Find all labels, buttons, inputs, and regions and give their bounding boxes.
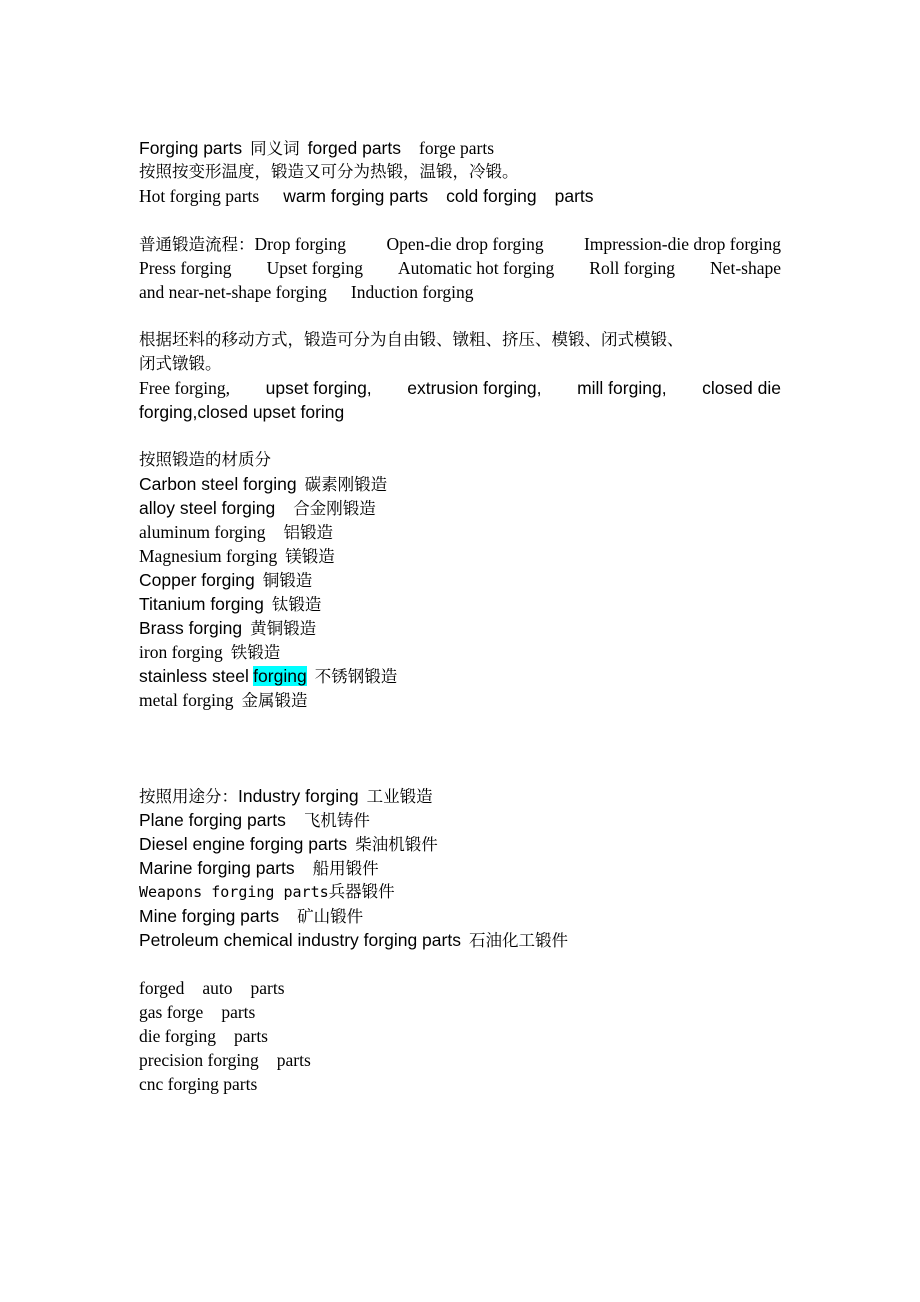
process-item: Upset forging [266,258,363,278]
temperature-terms-line [139,184,781,208]
usage-item: Mine forging parts 矿山锻件 [139,906,364,926]
process-label: 普通锻造流程： [139,235,255,254]
temperature-intro: 按照按变形温度，锻造又可分为热锻，温锻，冷锻。 [139,162,519,181]
term-warm-forging: warm forging parts [283,186,429,206]
material-item: Magnesium forging 镁锻造 [139,546,335,566]
blank-line [139,424,781,448]
movement-terms-line [139,376,781,400]
process-line-3 [139,280,781,304]
usage-item: Petroleum chemical industry forging parts 石油化工锻件 [139,930,568,950]
term-extrusion-forging: extrusion forging, [407,378,542,398]
blank-line [139,208,781,232]
process-item: Drop forging [254,234,347,254]
misc-line: precision forging parts [139,1050,311,1070]
term-parts: parts [554,186,594,206]
misc-line: forged auto parts [139,978,285,998]
document-body [139,136,781,1096]
term-cold-forging: cold forging [446,186,537,206]
highlighted-word: forging [253,666,307,686]
material-item: aluminum forging 铝锻造 [139,522,334,542]
usage-item: Weapons forging parts兵器锻件 [139,882,395,901]
usage-item: Plane forging parts 飞机铸件 [139,810,370,830]
synonym-2: forge parts [419,138,494,158]
blank-lines [139,712,781,784]
term-closed-die: closed die [702,378,781,398]
process-item: Net-shape [710,258,781,278]
blank-line [139,952,781,976]
material-heading: 按照锻造的材质分 [139,450,271,469]
material-item: Titanium forging 钛锻造 [139,594,322,614]
usage-item: Marine forging parts 船用锻件 [139,858,379,878]
synonyms-line [139,136,781,160]
process-item: Open-die drop forging [386,234,544,254]
blank-line [139,304,781,328]
process-item: Induction forging [350,282,474,302]
usage-item: Diesel engine forging parts 柴油机锻件 [139,834,438,854]
movement-intro-1: 根据坯料的移动方式，锻造可分为自由锻、镦粗、挤压、模锻、闭式模锻、 [139,330,684,349]
material-item: Brass forging 黄铜锻造 [139,618,317,638]
usage-item: 按照用途分：Industry forging 工业锻造 [139,786,433,806]
misc-line: gas forge parts [139,1002,256,1022]
synonym-term: Forging parts [139,138,243,158]
material-item: metal forging 金属锻造 [139,690,308,710]
synonym-1: forged parts [307,138,401,158]
movement-intro-2: 闭式镦锻。 [139,354,222,373]
material-item: stainless steel forging 不锈钢锻造 [139,666,398,686]
process-item: and near-net-shape forging [139,282,327,302]
term-mill-forging: mill forging, [577,378,667,398]
synonym-label: 同义词 [250,139,300,158]
process-item: Press forging [139,258,232,278]
misc-line: die forging parts [139,1026,268,1046]
misc-line: cnc forging parts [139,1074,258,1094]
material-item: Carbon steel forging 碳素刚锻造 [139,474,388,494]
term-hot-forging: Hot forging parts [139,186,260,206]
process-item: Impression-die drop forging [583,234,781,254]
term-free-forging: Free forging, [139,378,231,398]
process-line-1 [139,232,781,256]
process-item: Roll forging [589,258,675,278]
term-upset-forging: upset forging, [265,378,372,398]
usage-label: 按照用途分： [139,787,238,806]
material-item: iron forging 铁锻造 [139,642,281,662]
process-line-2 [139,256,781,280]
process-item: Automatic hot forging [398,258,555,278]
material-item: alloy steel forging 合金刚锻造 [139,498,376,518]
material-item: Copper forging 铜锻造 [139,570,313,590]
movement-terms-line-2: forging,closed upset foring [139,402,345,422]
